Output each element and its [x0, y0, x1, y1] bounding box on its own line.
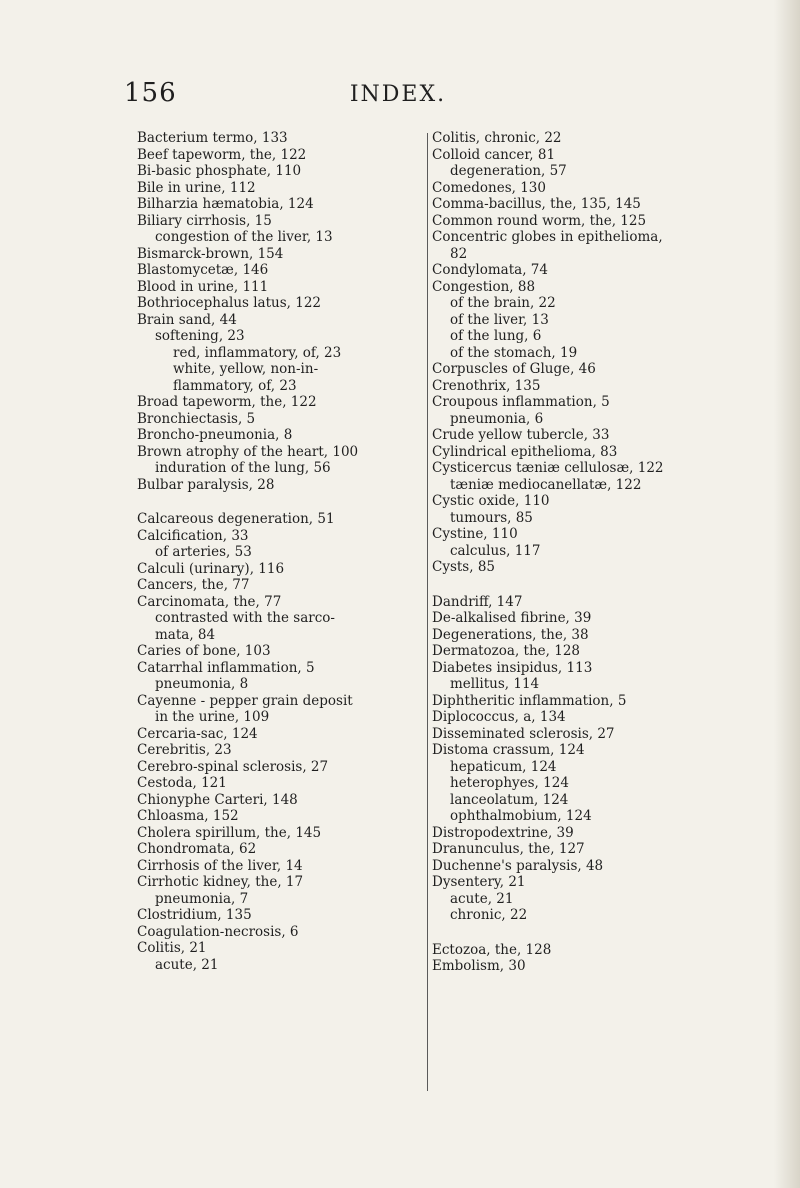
index-entry: Cystine, 110	[432, 526, 518, 542]
index-entry: Dandriff, 147	[432, 593, 523, 610]
index-entry: Beef tapeworm, the, 122	[137, 146, 307, 163]
index-subentry: of the stomach, 19	[450, 344, 578, 361]
index-subentry: of the liver, 13	[450, 311, 549, 328]
index-subentry: congestion of the liver, 13	[155, 229, 333, 245]
index-entry: Congestion, 88	[432, 278, 536, 295]
index-entry: Crenothrix, 135	[432, 377, 541, 394]
index-entry: Chionyphe Carteri, 148	[137, 791, 298, 808]
index-entry: Comma-bacillus, the, 135, 145	[432, 196, 641, 212]
index-entry: Chloasma, 152	[137, 808, 239, 824]
index-entry: Diabetes insipidus, 113	[432, 659, 593, 676]
index-subentry: in the urine, 109	[155, 709, 270, 725]
index-entry: Condylomata, 74	[432, 262, 548, 278]
index-entry: Crude yellow tubercle, 33	[432, 427, 610, 443]
index-entry: Disseminated sclerosis, 27	[432, 725, 615, 742]
index-entry: Common round worm, the, 125	[432, 212, 647, 229]
index-subentry: flammatory, of, 23	[173, 377, 297, 394]
index-entry: Brown atrophy of the heart, 100	[137, 443, 359, 460]
index-entry: Distropodextrine, 39	[432, 824, 574, 841]
index-entry: Bile in urine, 112	[137, 179, 256, 196]
index-entry: Bilharzia hæmatobia, 124	[137, 196, 314, 212]
index-entry: Bacterium termo, 133	[137, 130, 288, 146]
index-entry: Blastomycetæ, 146	[137, 262, 269, 278]
index-subentry: tæniæ mediocanellatæ, 122	[450, 476, 642, 493]
index-entry: Bronchiectasis, 5	[137, 410, 256, 427]
index-entry: Caries of bone, 103	[137, 643, 271, 659]
page-number: 156	[124, 78, 177, 108]
index-entry: Bothriocephalus latus, 122	[137, 295, 321, 311]
index-subentry: degeneration, 57	[450, 163, 567, 179]
index-subentry: hepaticum, 124	[450, 758, 557, 775]
index-subentry: pneumonia, 7	[155, 890, 249, 907]
index-entry: Calcification, 33	[137, 527, 249, 544]
index-entry: Ectozoa, the, 128	[432, 941, 552, 958]
index-entry: Cylindrical epithelioma, 83	[432, 443, 618, 460]
index-entry: Blood in urine, 111	[137, 278, 269, 295]
index-subentry: contrasted with the sarco-	[155, 610, 335, 626]
index-entry: Carcinomata, the, 77	[137, 593, 282, 610]
index-entry: Biliary cirrhosis, 15	[137, 212, 272, 229]
index-entry: Diplococcus, a, 134	[432, 709, 566, 725]
index-subentry: chronic, 22	[450, 907, 528, 923]
index-subentry: of arteries, 53	[155, 544, 252, 560]
index-entry: Cestoda, 121	[137, 775, 227, 791]
index-entry: Bi-basic phosphate, 110	[137, 163, 302, 179]
index-entry: Cystic oxide, 110	[432, 493, 550, 509]
index-entry: De-alkalised fibrine, 39	[432, 610, 592, 626]
index-entry: Broncho-pneumonia, 8	[137, 427, 293, 443]
index-subentry: lanceolatum, 124	[450, 791, 569, 808]
index-subentry: ophthalmobium, 124	[450, 808, 592, 824]
index-entry: Clostridium, 135	[137, 907, 252, 923]
index-entry: Coagulation-necrosis, 6	[137, 923, 299, 940]
index-entry: Colitis, 21	[137, 940, 207, 956]
index-entry: Cysts, 85	[432, 559, 495, 575]
index-entry: Chondromata, 62	[137, 841, 257, 857]
index-entry: Cerebro-spinal sclerosis, 27	[137, 758, 329, 775]
index-entry: Degenerations, the, 38	[432, 626, 589, 643]
index-entry: Cerebritis, 23	[137, 742, 232, 758]
index-entry: Dysentery, 21	[432, 874, 526, 890]
index-subentry: tumours, 85	[450, 509, 533, 526]
index-entry: Broad tapeworm, the, 122	[137, 394, 317, 410]
index-entry: Catarrhal inflammation, 5	[137, 659, 315, 676]
index-entry: Duchenne's paralysis, 48	[432, 857, 604, 874]
index-subentry: calculus, 117	[450, 542, 541, 559]
index-entry: Corpuscles of Gluge, 46	[432, 361, 596, 377]
index-entry: Cirrhotic kidney, the, 17	[137, 874, 304, 890]
index-entry: Cercaria-sac, 124	[137, 725, 258, 742]
index-entry: Colitis, chronic, 22	[432, 130, 562, 146]
index-entry: Diphtheritic inflammation, 5	[432, 692, 627, 709]
index-subentry: acute, 21	[155, 956, 219, 973]
index-subentry: white, yellow, non-in-	[173, 361, 319, 377]
index-entry: Cayenne - pepper grain deposit	[137, 692, 353, 709]
index-entry: Distoma crassum, 124	[432, 742, 585, 758]
running-head-title: INDEX.	[349, 82, 447, 107]
index-subentry: red, inflammatory, of, 23	[173, 344, 342, 361]
index-subentry: pneumonia, 6	[450, 410, 544, 427]
index-entry: Calcareous degeneration, 51	[137, 511, 335, 527]
index-entry: Concentric globes in epithelioma,	[432, 229, 663, 245]
index-entry: Comedones, 130	[432, 179, 546, 196]
index-subentry: 82	[450, 245, 468, 262]
index-subentry: mata, 84	[155, 626, 216, 643]
index-subentry: of the brain, 22	[450, 295, 556, 311]
index-entry: Cirrhosis of the liver, 14	[137, 857, 303, 874]
column-divider	[427, 133, 428, 1091]
index-entry: Dranunculus, the, 127	[432, 841, 585, 857]
index-subentry: induration of the lung, 56	[155, 460, 331, 476]
index-column-right	[432, 130, 732, 975]
index-subentry: of the lung, 6	[450, 328, 542, 344]
index-entry: Colloid cancer, 81	[432, 146, 556, 163]
index-entry: Cancers, the, 77	[137, 577, 250, 593]
index-entry: Bulbar paralysis, 28	[137, 476, 275, 493]
index-entry: Embolism, 30	[432, 958, 526, 974]
index-subentry: pneumonia, 8	[155, 676, 249, 692]
index-subentry: mellitus, 114	[450, 676, 540, 692]
index-entry: Croupous inflammation, 5	[432, 394, 610, 410]
page-header	[118, 78, 678, 118]
index-subentry: heterophyes, 124	[450, 775, 569, 791]
index-entry: Cholera spirillum, the, 145	[137, 824, 322, 841]
index-entry: Cysticercus tæniæ cellulosæ, 122	[432, 460, 664, 476]
index-entry: Dermatozoa, the, 128	[432, 643, 580, 659]
index-entry: Bismarck-brown, 154	[137, 245, 284, 262]
index-column-left	[137, 130, 427, 973]
index-entry: Calculi (urinary), 116	[137, 560, 285, 577]
index-subentry: acute, 21	[450, 890, 514, 907]
page-edge-shadow	[774, 0, 800, 1188]
index-subentry: softening, 23	[155, 328, 245, 344]
index-entry: Brain sand, 44	[137, 311, 237, 328]
